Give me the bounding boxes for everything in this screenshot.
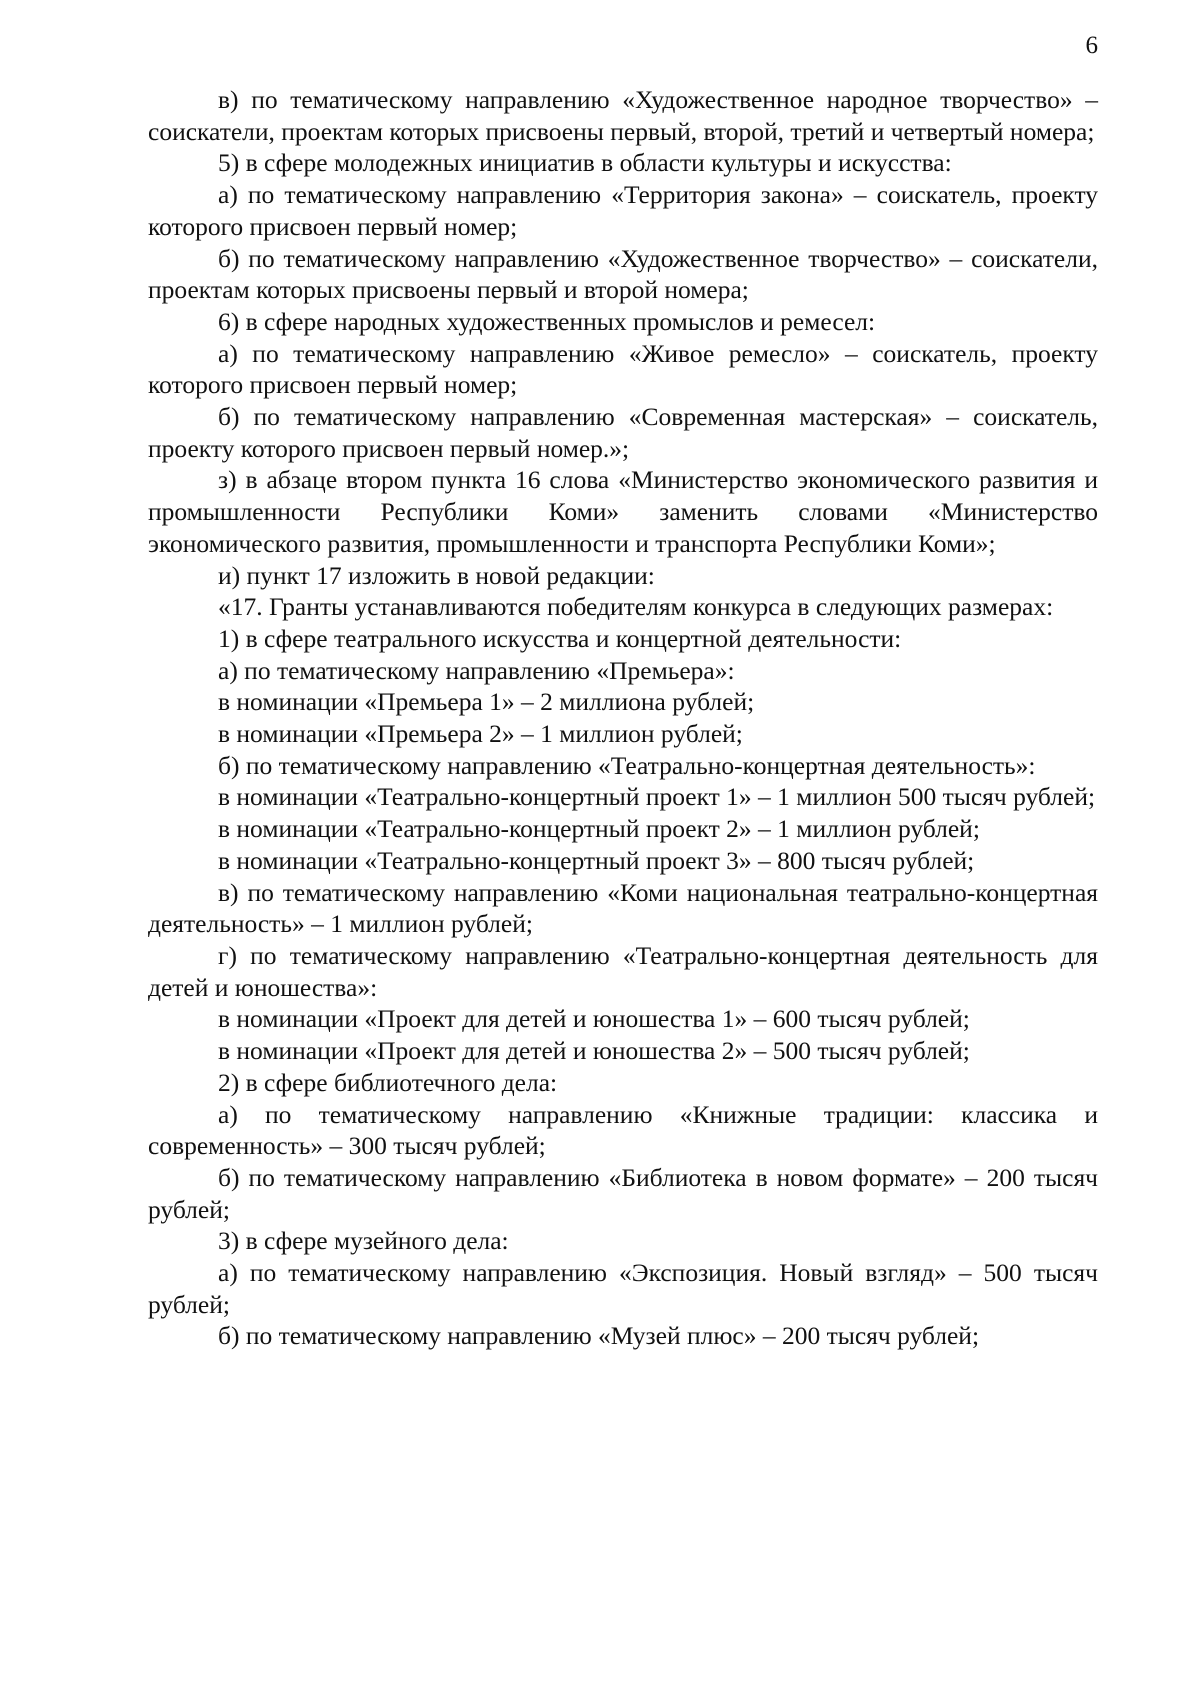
paragraph: 2) в сфере библиотечного дела: xyxy=(218,1067,558,1097)
paragraph: б) по тематическому направлению «Библиотека в новом формате» – 200 тысяч рублей; xyxy=(148,1162,1098,1224)
paragraph: б) по тематическому направлению «Театрально-концертная деятельность»: xyxy=(218,750,1036,780)
paragraph: в номинации «Премьера 2» – 1 миллион рублей; xyxy=(218,719,743,749)
paragraph: з) в абзаце втором пункта 16 слова «Министерство экономического развития и промышленности Республики Коми» заменить словами «Министерство экономического развития, промышленности и транспорта Республики Коми»; xyxy=(148,465,1098,558)
paragraph: в) по тематическому направлению «Художественное народное творчество» – соискатели, проектам которых присвоены первый, второй, третий и четвертый номера; xyxy=(148,85,1098,146)
paragraph: в номинации «Проект для детей и юношества 1» – 600 тысяч рублей; xyxy=(218,1004,970,1034)
paragraph: в номинации «Театрально-концертный проект 3» – 800 тысяч рублей; xyxy=(218,845,975,875)
paragraph: в) по тематическому направлению «Коми национальная театрально-концертная деятельность» – 1 миллион рублей; xyxy=(148,877,1098,939)
paragraph: «17. Гранты устанавливаются победителям конкурса в следующих размерах: xyxy=(218,592,1054,622)
paragraph: а) по тематическому направлению «Премьера»: xyxy=(218,655,735,685)
paragraph: и) пункт 17 изложить в новой редакции: xyxy=(218,560,655,590)
paragraph: а) по тематическому направлению «Книжные традиции: классика и современность» – 300 тысяч рублей; xyxy=(148,1099,1098,1161)
paragraph: 1) в сфере театрального искусства и концертной деятельности: xyxy=(218,623,902,653)
paragraph: б) по тематическому направлению «Музей плюс» – 200 тысяч рублей; xyxy=(218,1321,980,1351)
paragraph: в номинации «Премьера 1» – 2 миллиона рублей; xyxy=(218,687,755,717)
paragraph: б) по тематическому направлению «Художественное творчество» – соискатели, проектам которых присвоены первый и второй номера; xyxy=(148,243,1098,305)
paragraph: б) по тематическому направлению «Современная мастерская» – соискатель, проекту которого присвоен первый номер.»; xyxy=(148,402,1098,463)
paragraph: а) по тематическому направлению «Живое ремесло» – соискатель, проекту которого присвоен первый номер; xyxy=(148,338,1098,400)
paragraph: 6) в сфере народных художественных промыслов и ремесел: xyxy=(218,306,876,336)
paragraph: в номинации «Театрально-концертный проект 2» – 1 миллион рублей; xyxy=(218,814,980,844)
paragraph: в номинации «Театрально-концертный проект 1» – 1 миллион 500 тысяч рублей; xyxy=(218,782,1096,812)
paragraph: а) по тематическому направлению «Территория закона» – соискатель, проекту которого присвоен первый номер; xyxy=(148,180,1098,241)
paragraph: 3) в сфере музейного дела: xyxy=(218,1226,509,1256)
paragraph: г) по тематическому направлению «Театрально-концертная деятельность для детей и юношества»: xyxy=(148,940,1098,1002)
paragraph: 5) в сфере молодежных инициатив в области культуры и искусства: xyxy=(218,148,952,178)
document-body xyxy=(148,84,1098,1352)
page-number: 6 xyxy=(1085,32,1098,59)
paragraph: в номинации «Проект для детей и юношества 2» – 500 тысяч рублей; xyxy=(218,1036,970,1066)
paragraph: а) по тематическому направлению «Экспозиция. Новый взгляд» – 500 тысяч рублей; xyxy=(148,1258,1098,1319)
